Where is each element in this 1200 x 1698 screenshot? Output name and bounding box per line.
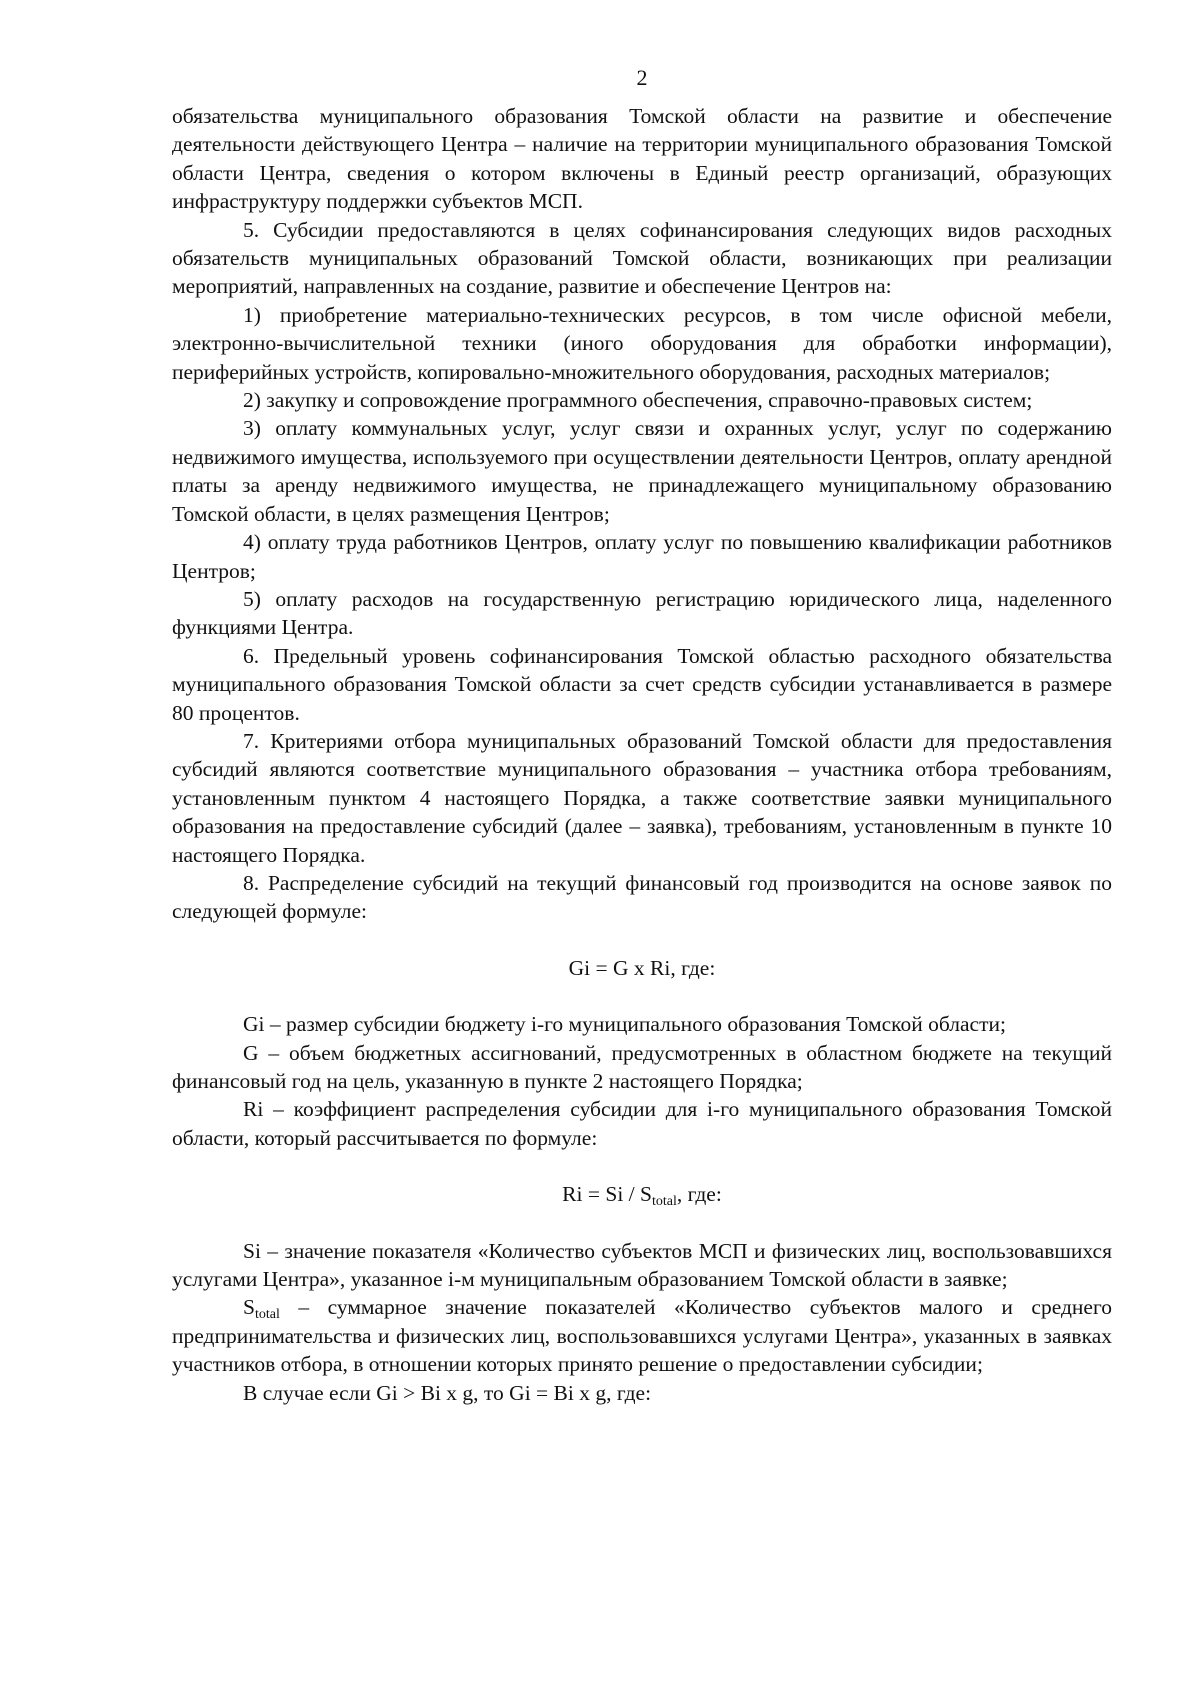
formula-gi: Gi = G x Ri, где: (568, 955, 716, 980)
paragraph-7: 7. Критериями отбора муниципальных образований Томской области для предоставления субсидий являются соответствие муниципального образования – участника отбора требованиям, установленным пунктом 4 настоящего Порядка, а также соответствие заявки муниципального образования на предоставление субсидий (далее – заявка), требованиям, установленным в пункте 10 настоящего Порядка. (172, 728, 1112, 867)
paragraph-5-item-3: 3) оплату коммунальных услуг, услуг связи и охранных услуг, услуг по содержанию недвижимого имущества, используемого при осуществлении деятельности Центров, оплату арендной платы за аренду недвижимого имущества, не принадлежащего муниципальному образованию Томской области, в целях размещения Центров; (172, 416, 1112, 526)
definition-si: Si – значение показателя «Количество субъектов МСП и физических лиц, воспользовавшихся услугами Центра», указанное i-м муниципальным образованием Томской области в заявке; (172, 1238, 1112, 1292)
page-number: 2 (636, 65, 648, 90)
definition-gi: Gi – размер субсидии бюджету i-го муниципального образования Томской области; (243, 1012, 1006, 1037)
formula-ri (172, 1180, 1112, 1208)
stotal-text: – суммарное значение показателей «Количество субъектов малого и среднего предпринимательства и физических лиц, воспользовавшихся услугами Центра», указанных в заявках участников отбора, в отношении которых принято решение о предоставлении субсидии; (172, 1295, 1112, 1377)
paragraph-5-item-5: 5) оплату расходов на государственную регистрацию юридического лица, наделенного функциями Центра. (172, 586, 1112, 640)
definition-ri: Ri – коэффициент распределения субсидии для i-го муниципального образования Томской области, который рассчитывается по формуле: (172, 1097, 1112, 1150)
formula-ri-subscript: total (651, 1194, 677, 1210)
document-page (172, 64, 1112, 1407)
paragraph-8: 8. Распределение субсидий на текущий финансовый год производится на основе заявок по следующей формуле: (172, 870, 1112, 924)
definition-stotal (172, 1293, 1112, 1378)
paragraph-5-item-1: 1) приобретение материально-технических ресурсов, в том числе офисной мебели, электронно-вычислительной техники (иного оборудования для обработки информации), периферийных устройств, копировально-множительного оборудования, расходных материалов; (172, 302, 1112, 384)
paragraph-continuation: обязательства муниципального образования Томской области на развитие и обеспечение деятельности действующего Центра – наличие на территории муниципального образования Томской области Центра, сведения о котором включены в Единый реестр организаций, образующих инфраструктуру поддержки субъектов МСП. (172, 104, 1112, 214)
formula-ri-left: Ri = Si / S (562, 1182, 652, 1207)
stotal-symbol: S (243, 1295, 255, 1320)
paragraph-5-item-2: 2) закупку и сопровождение программного обеспечения, справочно-правовых систем; (243, 388, 1033, 413)
stotal-subscript: total (254, 1307, 280, 1323)
paragraph-5: 5. Субсидии предоставляются в целях софинансирования следующих видов расходных обязательств муниципальных образований Томской области, возникающих при реализации мероприятий, направленных на создание, развитие и обеспечение Центров на: (172, 217, 1112, 299)
condition-gi: В случае если Gi > Bi x g, то Gi = Bi x g, где: (243, 1380, 652, 1405)
paragraph-6: 6. Предельный уровень софинансирования Томской областью расходного обязательства муниципального образования Томской области за счет средств субсидии устанавливается в размере 80 процентов. (172, 643, 1112, 725)
paragraph-5-item-4: 4) оплату труда работников Центров, оплату услуг по повышению квалификации работников Центров; (172, 530, 1112, 583)
definition-g: G – объем бюджетных ассигнований, предусмотренных в областном бюджете на текущий финансовый год на цель, указанную в пункте 2 настоящего Порядка; (172, 1040, 1112, 1093)
formula-ri-right: , где: (676, 1182, 722, 1207)
